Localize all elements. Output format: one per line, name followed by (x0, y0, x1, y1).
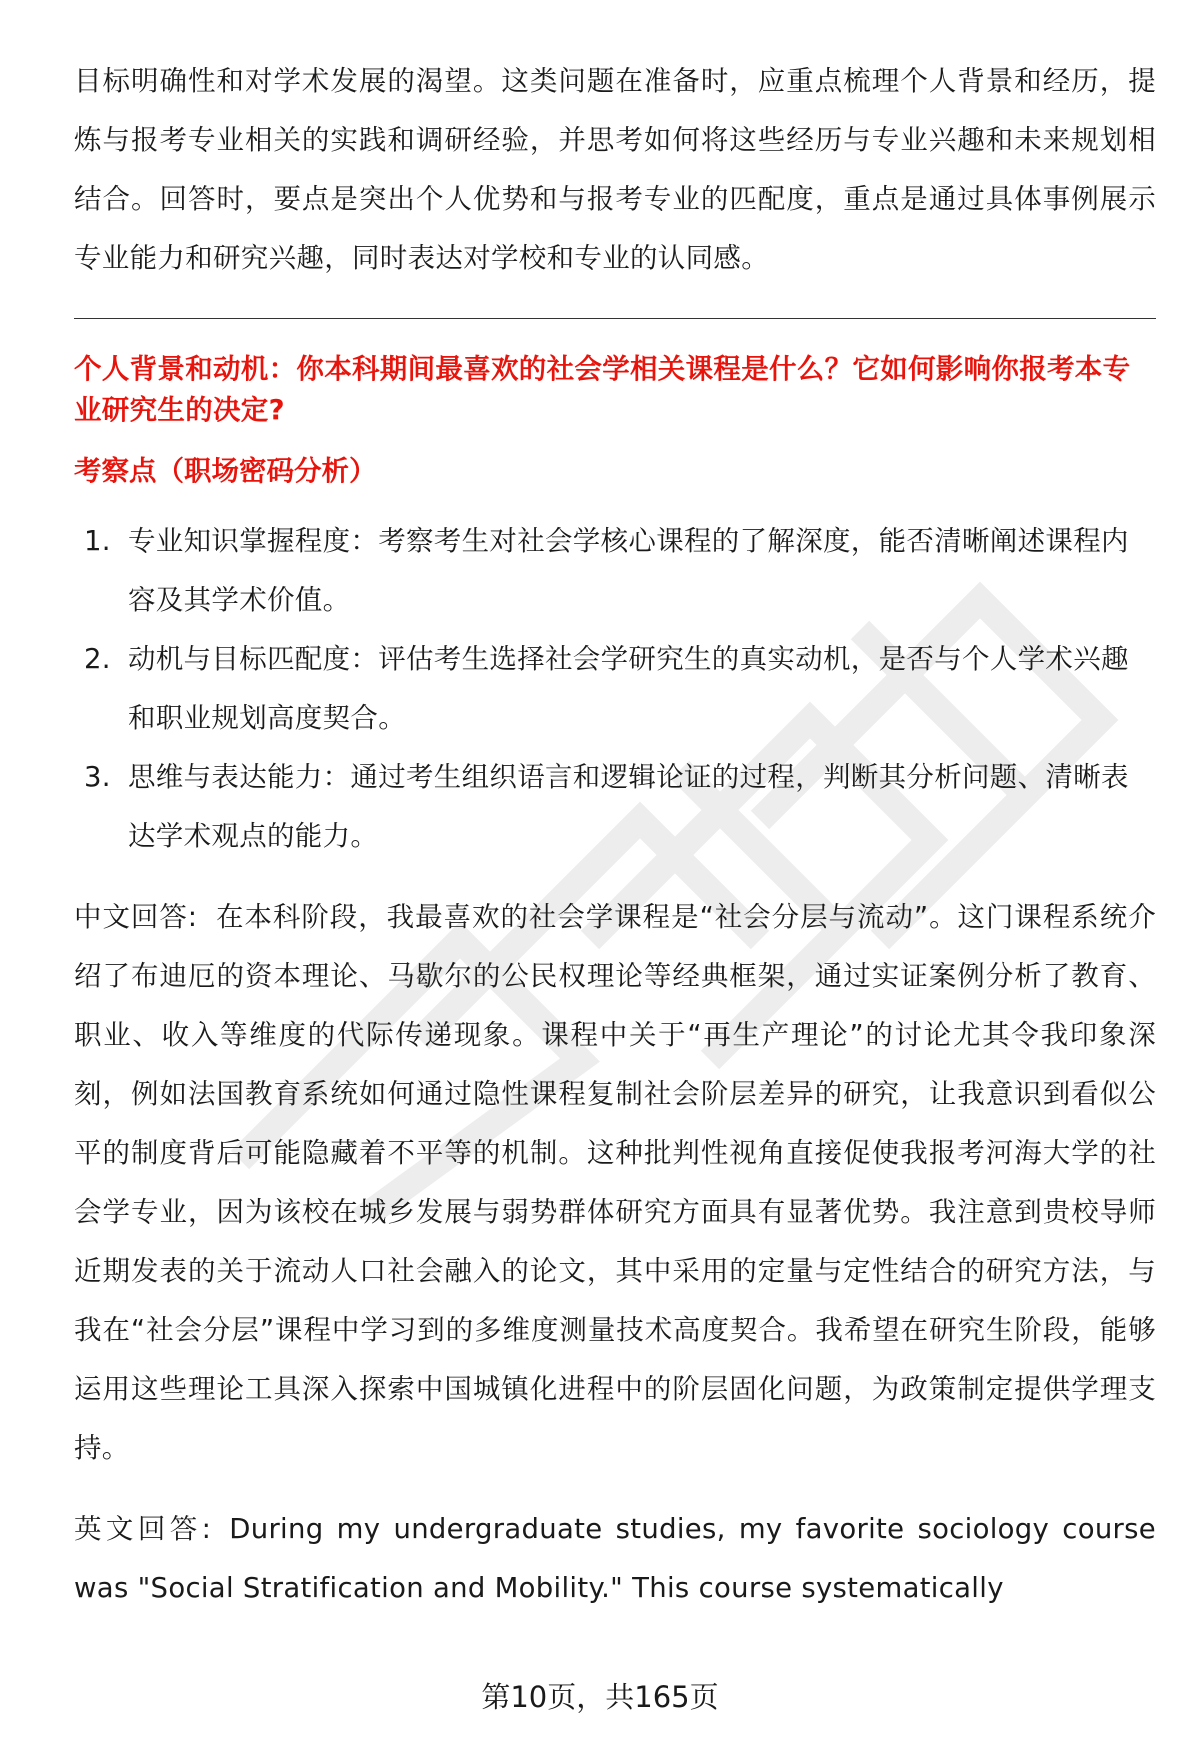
list-item-number: 2. (84, 643, 111, 675)
list-item-number: 1. (84, 525, 111, 557)
list-item-number: 3. (84, 761, 111, 793)
list-item-text: 动机与目标匹配度：评估考生选择社会学研究生的真实动机，是否与个人学术兴趣和职业规划高度契合。 (128, 643, 1129, 734)
english-answer (74, 1500, 1156, 1618)
chinese-answer-label: 中文回答: (74, 901, 198, 933)
english-answer-text: During my undergraduate studies, my favorite sociology course was "Social Stratification and Mobility." This course systematically (74, 1513, 1156, 1604)
content-area (74, 52, 1156, 1618)
list-item-text: 专业知识掌握程度：考察考生对社会学核心课程的了解深度，能否清晰阐述课程内容及其学术价值。 (128, 525, 1129, 616)
chinese-answer-text: 在本科阶段，我最喜欢的社会学课程是“社会分层与流动”。这门课程系统介绍了布迪厄的资本理论、马歇尔的公民权理论等经典框架，通过实证案例分析了教育、职业、收入等维度的代际传递现象。课程中关于“再生产理论”的讨论尤其令我印象深刻，例如法国教育系统如何通过隐性课程复制社会阶层差异的研究，让我意识到看似公平的制度背后可能隐藏着不平等的机制。这种批判性视角直接促使我报考河海大学的社会学专业，因为该校在城乡发展与弱势群体研究方面具有显著优势。我注意到贵校导师近期发表的关于流动人口社会融入的论文，其中采用的定量与定性结合的研究方法，与我在“社会分层”课程中学习到的多维度测量技术高度契合。我希望在研究生阶段，能够运用这些理论工具深入探索中国城镇化进程中的阶层固化问题，为政策制定提供学理支持。 (74, 901, 1156, 1464)
page-number-footer: 第10页，共165页 (481, 1680, 719, 1714)
list-item (74, 630, 1156, 748)
list-item-text: 思维与表达能力：通过考生组织语言和逻辑论证的过程，判断其分析问题、清晰表达学术观点的能力。 (128, 761, 1129, 852)
chinese-answer (74, 888, 1156, 1478)
assessment-subtitle: 考察点（职场密码分析） (74, 455, 377, 487)
english-answer-label: 英文回答: (74, 1513, 212, 1545)
section-divider (74, 318, 1156, 319)
list-item (74, 748, 1156, 866)
list-item (74, 512, 1156, 630)
question-title: 个人背景和动机：你本科期间最喜欢的社会学相关课程是什么？它如何影响你报考本专业研究生的决定? (74, 353, 1131, 426)
assessment-points-list (74, 512, 1156, 866)
intro-paragraph: 目标明确性和对学术发展的渴望。这类问题在准备时，应重点梳理个人背景和经历，提炼与报考专业相关的实践和调研经验，并思考如何将这些经历与专业兴趣和未来规划相结合。回答时，要点是突出个人优势和与报考专业的匹配度，重点是通过具体事例展示专业能力和研究兴趣，同时表达对学校和专业的认同感。 (74, 65, 1156, 274)
